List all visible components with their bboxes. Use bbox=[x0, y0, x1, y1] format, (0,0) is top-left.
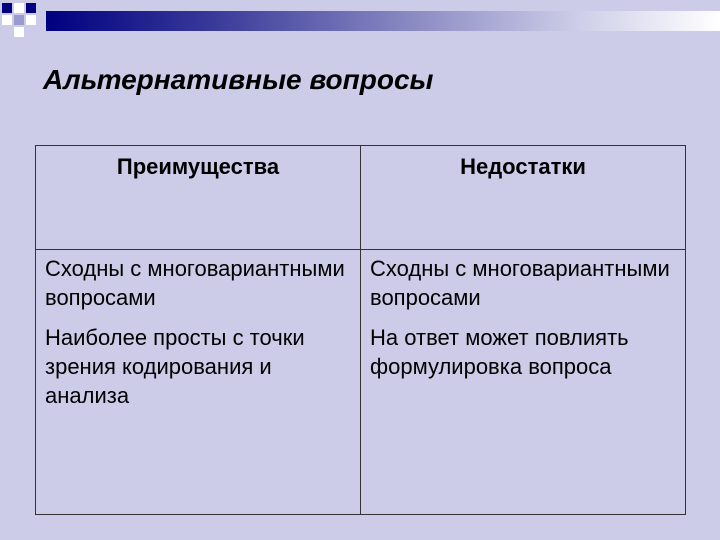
table-row bbox=[36, 250, 686, 515]
decor-square bbox=[14, 3, 24, 13]
decor-square bbox=[2, 3, 12, 13]
decor-square bbox=[14, 27, 24, 37]
decor-square bbox=[26, 15, 36, 25]
comparison-table bbox=[35, 145, 686, 515]
advantage-item: Сходны с многовариантными вопросами bbox=[45, 256, 345, 310]
decor-square bbox=[26, 3, 36, 13]
decor-square bbox=[14, 15, 24, 25]
disadvantage-item: На ответ может повлиять формулировка вопроса bbox=[370, 325, 629, 379]
decor-square bbox=[2, 15, 12, 25]
slide-title: Альтернативные вопросы bbox=[43, 64, 434, 95]
header-disadvantages: Недостатки bbox=[361, 146, 686, 250]
advantage-item: Наиболее просты с точки зрения кодирования и анализа bbox=[45, 325, 305, 408]
header-advantages: Преимущества bbox=[36, 146, 361, 250]
disadvantage-item: Сходны с многовариантными вопросами bbox=[370, 256, 670, 310]
table-header-row bbox=[36, 146, 686, 250]
advantages-cell bbox=[36, 250, 361, 515]
header-gradient-band bbox=[46, 11, 720, 31]
disadvantages-cell bbox=[361, 250, 686, 515]
slide-header-decoration bbox=[0, 0, 720, 40]
